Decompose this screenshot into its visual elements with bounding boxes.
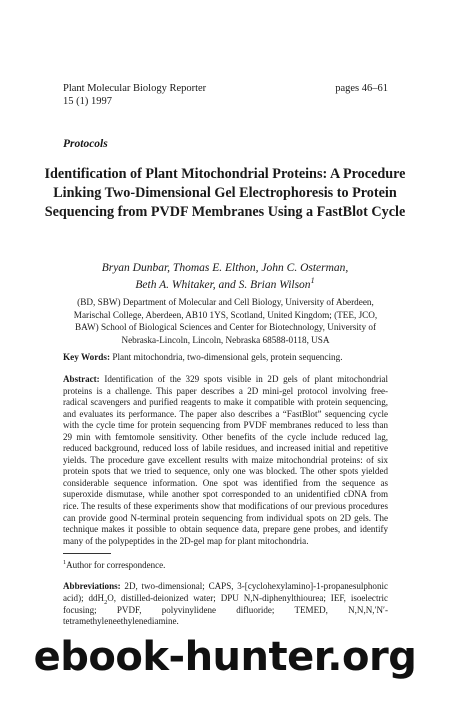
footnote-divider xyxy=(63,553,111,554)
keywords xyxy=(63,351,393,363)
authors-line-2-text: Beth A. Whitaker, and S. Brian Wilson xyxy=(135,278,311,291)
abstract xyxy=(63,374,388,547)
section-label: Protocols xyxy=(63,138,108,150)
footnote-text: Author for correspondence. xyxy=(66,560,166,570)
journal-citation xyxy=(63,82,206,108)
watermark-text: ebook-hunter.org xyxy=(33,634,417,680)
journal-volume: 15 (1) 1997 xyxy=(63,96,112,107)
keywords-text: Plant mitochondria, two-dimensional gels, protein sequencing. xyxy=(110,352,343,362)
author-footnote-mark: 1 xyxy=(310,275,315,285)
footnote-mark: 1 xyxy=(63,559,67,566)
abbreviations-text-1: 2D, two-dimensional; CAPS, 3-[cyclohexylamino]-1-propanesulphonic acid); ddH xyxy=(63,581,388,603)
paper-title: Identification of Plant Mitochondrial Proteins: A Procedure Linking Two-Dimensional Gel Electrophoresis to Protein Sequencing from PVDF Membranes Using a FastBlot Cycle xyxy=(44,166,406,220)
abbreviations-subscript: 2 xyxy=(104,598,108,606)
abbreviations-text-2: O, distilled-deionized water; DPU N,N-diphenylthiourea; IEF, isoelectric focusing; PVDF, polyvinylidene difluoride; TEMED, N,N,N,′N′-tetramethyleneethylenediamine. xyxy=(63,592,388,627)
keywords-label: Key Words: xyxy=(63,352,111,362)
journal-name: Plant Molecular Biology Reporter xyxy=(63,83,207,94)
abbreviations-label: Abbreviations: xyxy=(63,581,121,591)
footnote xyxy=(63,560,165,570)
authors-line-2 xyxy=(40,277,410,294)
page-range: pages 46–61 xyxy=(335,83,388,94)
abbreviations xyxy=(63,581,388,628)
abstract-text: Identification of the 329 spots visible in 2D gels of plant mitochondrial proteins is a challenge. This paper describes a 2D mini-gel protocol involving free-radical scavengers and purified reagents to make it compatible with protein sequencing, and evaluates its performance. The paper also describes a “FastBlot” sequencing cycle with the cycle time for protein sequencing from PVDF membranes reduced to less than 29 min with femtomole sensitivity. Other benefits of the cycle include reduced lag, reduced background, reduced loss of labile residues, and increased initial and repetitive yields. The procedure gave excellent results with maize mitochondrial proteins: of six protein spots that we tried to sequence, only one was blocked. The other spots yielded considerable sequence information. One spot was identified from the sequence as superoxide dismutase, while another spot corresponded to an unidentified cDNA from rice. The results of these experiments show that modifications of our previous procedures can provide good N-terminal protein sequencing from individual spots on 2D gels. The technique makes it possible to obtain sequence data, prepare gene probes, and identify many of the polypeptides in the 2D-gel map for plant mitochondria. xyxy=(63,374,388,546)
author-list xyxy=(40,260,410,293)
abstract-label: Abstract: xyxy=(63,374,100,384)
affiliations: (BD, SBW) Department of Molecular and Cell Biology, University of Aberdeen, Marischal College, Aberdeen, AB10 1YS, Scotland, United Kingdom; (TEE, JCO, BAW) School of Biological Sciences and Center for Biotechnology, University of Nebraska-Lincoln, Lincoln, Nebraska 68588-0118, USA xyxy=(73,297,378,345)
authors-line-1: Bryan Dunbar, Thomas E. Elthon, John C. Osterman, xyxy=(101,262,349,274)
